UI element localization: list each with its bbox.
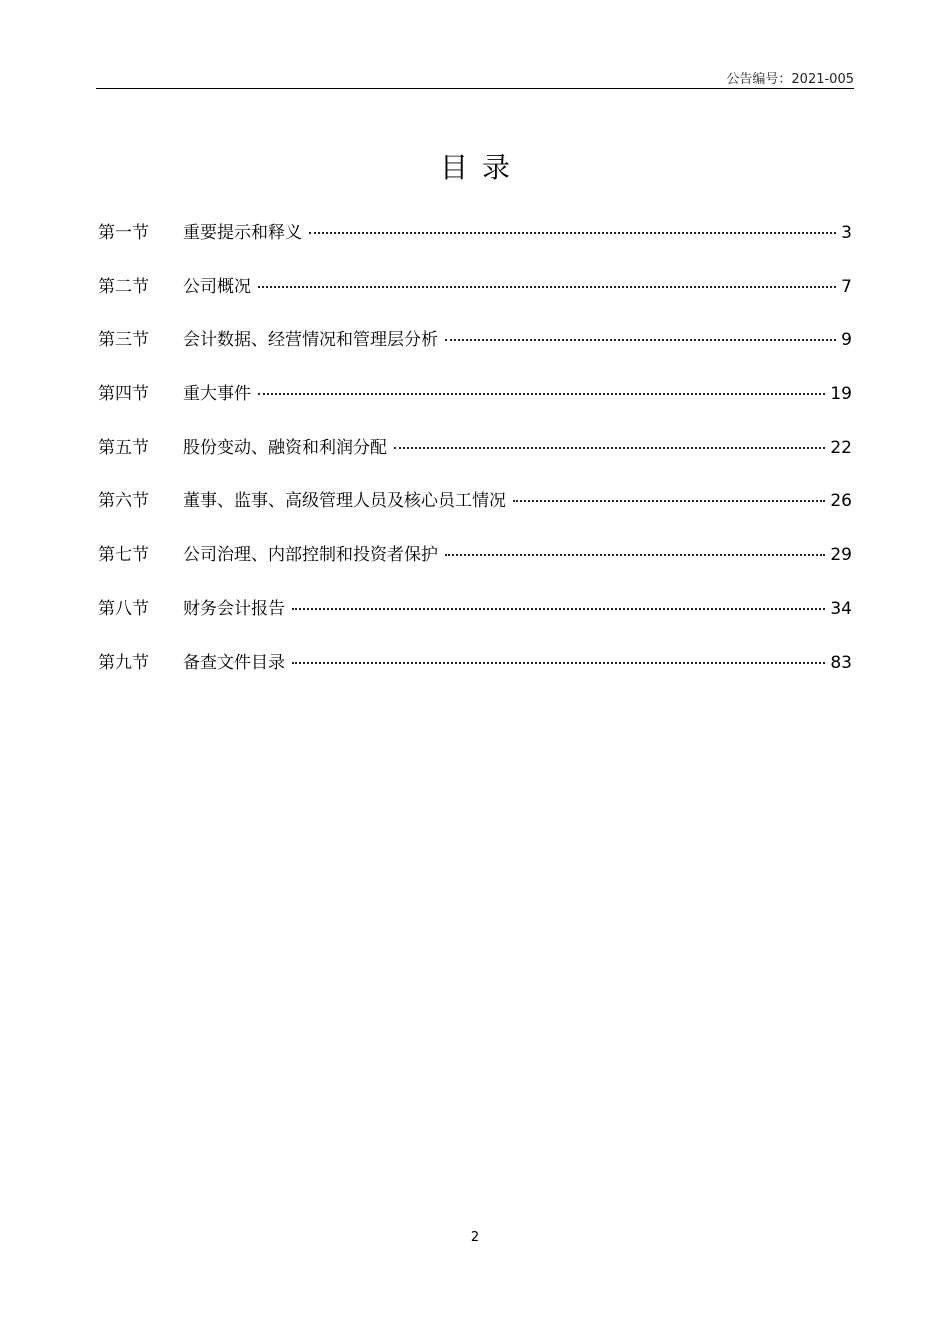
table-of-contents <box>98 218 852 701</box>
toc-section-label: 第八节 <box>98 598 149 619</box>
toc-section-name: 公司治理、内部控制和投资者保护 <box>183 545 438 566</box>
toc-page-number: 26 <box>830 491 852 512</box>
toc-entry[interactable] <box>98 433 852 487</box>
toc-section-name: 备查文件目录 <box>183 652 285 673</box>
toc-section-label: 第六节 <box>98 491 149 512</box>
toc-section-name: 会计数据、经营情况和管理层分析 <box>183 330 438 351</box>
toc-page-number: 34 <box>830 598 852 619</box>
toc-entry[interactable] <box>98 379 852 433</box>
page-header <box>96 64 854 89</box>
toc-section-label: 第五节 <box>98 437 149 458</box>
toc-section-name: 公司概况 <box>183 276 251 297</box>
toc-section-name: 重大事件 <box>183 384 251 405</box>
toc-dot-leader <box>513 500 825 502</box>
toc-entry[interactable] <box>98 272 852 326</box>
toc-page-number: 9 <box>841 330 852 351</box>
toc-entry[interactable] <box>98 325 852 379</box>
toc-dot-leader <box>394 447 825 449</box>
toc-dot-leader <box>292 662 825 664</box>
toc-page-number: 7 <box>841 276 852 297</box>
toc-section-name: 重要提示和释义 <box>183 223 302 243</box>
toc-section-label: 第一节 <box>98 223 149 243</box>
toc-section-label: 第二节 <box>98 276 149 297</box>
toc-page-number: 3 <box>841 223 852 243</box>
toc-dot-leader <box>309 232 836 234</box>
toc-entry[interactable] <box>98 486 852 540</box>
toc-section-label: 第九节 <box>98 652 149 673</box>
toc-section-name: 财务会计报告 <box>183 598 285 619</box>
toc-entry[interactable] <box>98 648 852 702</box>
toc-page-number: 29 <box>830 545 852 566</box>
toc-section-label: 第三节 <box>98 330 149 351</box>
toc-section-label: 第四节 <box>98 384 149 405</box>
toc-section-label: 第七节 <box>98 545 149 566</box>
toc-title: 目录 <box>439 151 524 184</box>
toc-section-name: 股份变动、融资和利润分配 <box>183 437 387 458</box>
announcement-number: 公告编号：2021-005 <box>726 72 854 87</box>
toc-section-name: 董事、监事、高级管理人员及核心员工情况 <box>183 491 506 512</box>
toc-dot-leader <box>258 286 836 288</box>
toc-dot-leader <box>258 393 825 395</box>
toc-dot-leader <box>445 339 836 341</box>
toc-dot-leader <box>445 554 825 556</box>
toc-page-number: 22 <box>830 437 852 458</box>
toc-entry[interactable] <box>98 594 852 648</box>
toc-entry[interactable] <box>98 540 852 594</box>
toc-page-number: 83 <box>830 652 852 673</box>
toc-dot-leader <box>292 608 825 610</box>
toc-entry[interactable] <box>98 218 852 272</box>
toc-page-number: 19 <box>830 384 852 405</box>
page-number: 2 <box>470 1230 480 1245</box>
